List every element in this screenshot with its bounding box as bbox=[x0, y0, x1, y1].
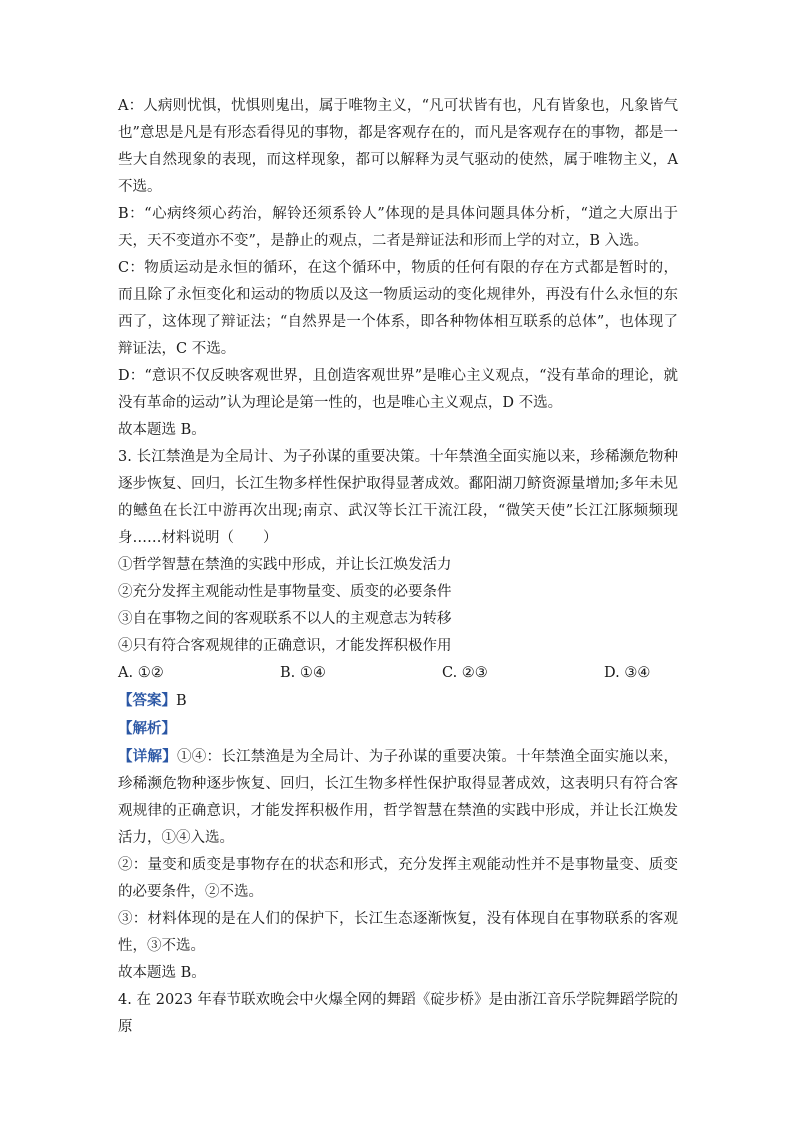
analysis-option-b: B：“心病终须心药治，解铃还须系铃人”体现的是具体问题具体分析，“道之大原出于天，天不变道亦不变”，是静止的观点，二者是辩证法和形而上学的对立，B 入选。 bbox=[118, 206, 678, 249]
statement-4: ④只有符合客观规律的正确意识，才能发挥积极作用 bbox=[118, 638, 452, 654]
statement-1: ①哲学智慧在禁渔的实践中形成，并让长江焕发活力 bbox=[118, 557, 452, 573]
answer-line bbox=[118, 687, 678, 715]
option-b: B. ①④ bbox=[280, 665, 326, 681]
previous-conclusion: 故本题选 B。 bbox=[118, 422, 206, 438]
document-page bbox=[118, 93, 678, 1041]
statement-3: ③自在事物之间的客观联系不以人的主观意志为转移 bbox=[118, 611, 452, 627]
analysis-option-a: A：人病则忧惧，忧惧则鬼出，属于唯物主义，“凡可状皆有也，凡有皆象也，凡象皆气也”意思是凡是有形态看得见的事物，都是客观存在的，而凡是客观存在的事物，都是一些大自然现象的表现，而这样现象，都可以解释为灵气驱动的使然，属于唯物主义，A 不选。 bbox=[118, 98, 678, 195]
question-3-stem: 3. 长江禁渔是为全局计、为子孙谋的重要决策。十年禁渔全面实施以来，珍稀濒危物种逐步恢复、回归，长江生物多样性保护取得显著成效。鄱阳湖刀鲚资源量增加;多年未见的鳡鱼在长江中游再次出现;南京、武汉等长江干流江段，“微笑天使”长江江豚频频现身……材料说明（ ） bbox=[118, 449, 678, 546]
answer-options bbox=[118, 660, 678, 687]
option-a: A. ①② bbox=[118, 665, 164, 681]
analysis-option-d: D：“意识不仅反映客观世界，且创造客观世界”是唯心主义观点，“没有革命的理论，就没有革命的运动”认为理论是第一性的，也是唯心主义观点，D 不选。 bbox=[118, 368, 678, 411]
statement-2: ②充分发挥主观能动性是事物量变、质变的必要条件 bbox=[118, 584, 452, 600]
question-4-stem: 4. 在 2023 年春节联欢晚会中火爆全网的舞蹈《碇步桥》是由浙江音乐学院舞蹈学院的原 bbox=[118, 992, 678, 1035]
detail-paragraph bbox=[118, 743, 678, 852]
analysis-heading bbox=[118, 715, 678, 743]
answer-value: B bbox=[176, 693, 187, 709]
point-2: ②：量变和质变是事物存在的状态和形式，充分发挥主观能动性并不是事物量变、质变的必要条件，②不选。 bbox=[118, 857, 678, 900]
detail-text: ①④：长江禁渔是为全局计、为子孙谋的重要决策。十年禁渔全面实施以来，珍稀濒危物种逐步恢复、回归，长江生物多样性保护取得显著成效，这表明只有符合客观规律的正确意识，才能发挥积极作用，哲学智慧在禁渔的实践中形成，并让长江焕发活力，①④入选。 bbox=[118, 749, 679, 846]
option-c: C. ②③ bbox=[442, 665, 488, 681]
detail-tag: 【详解】 bbox=[118, 748, 177, 765]
answer-tag: 【答案】 bbox=[118, 692, 176, 709]
question-3-conclusion: 故本题选 B。 bbox=[118, 965, 206, 981]
analysis-tag: 【解析】 bbox=[118, 720, 176, 737]
analysis-option-c: C：物质运动是永恒的循环，在这个循环中，物质的任何有限的存在方式都是暂时的，而且除了永恒变化和运动的物质以及这一物质运动的变化规律外，再没有什么永恒的东西了，这体现了辩证法；“自然界是一个体系，即各种物体相互联系的总体”，也体现了辩证法，C 不选。 bbox=[118, 260, 678, 357]
option-d: D. ③④ bbox=[604, 665, 651, 681]
point-3: ③：材料体现的是在人们的保护下，长江生态逐渐恢复，没有体现自在事物联系的客观性，③不选。 bbox=[118, 911, 678, 954]
